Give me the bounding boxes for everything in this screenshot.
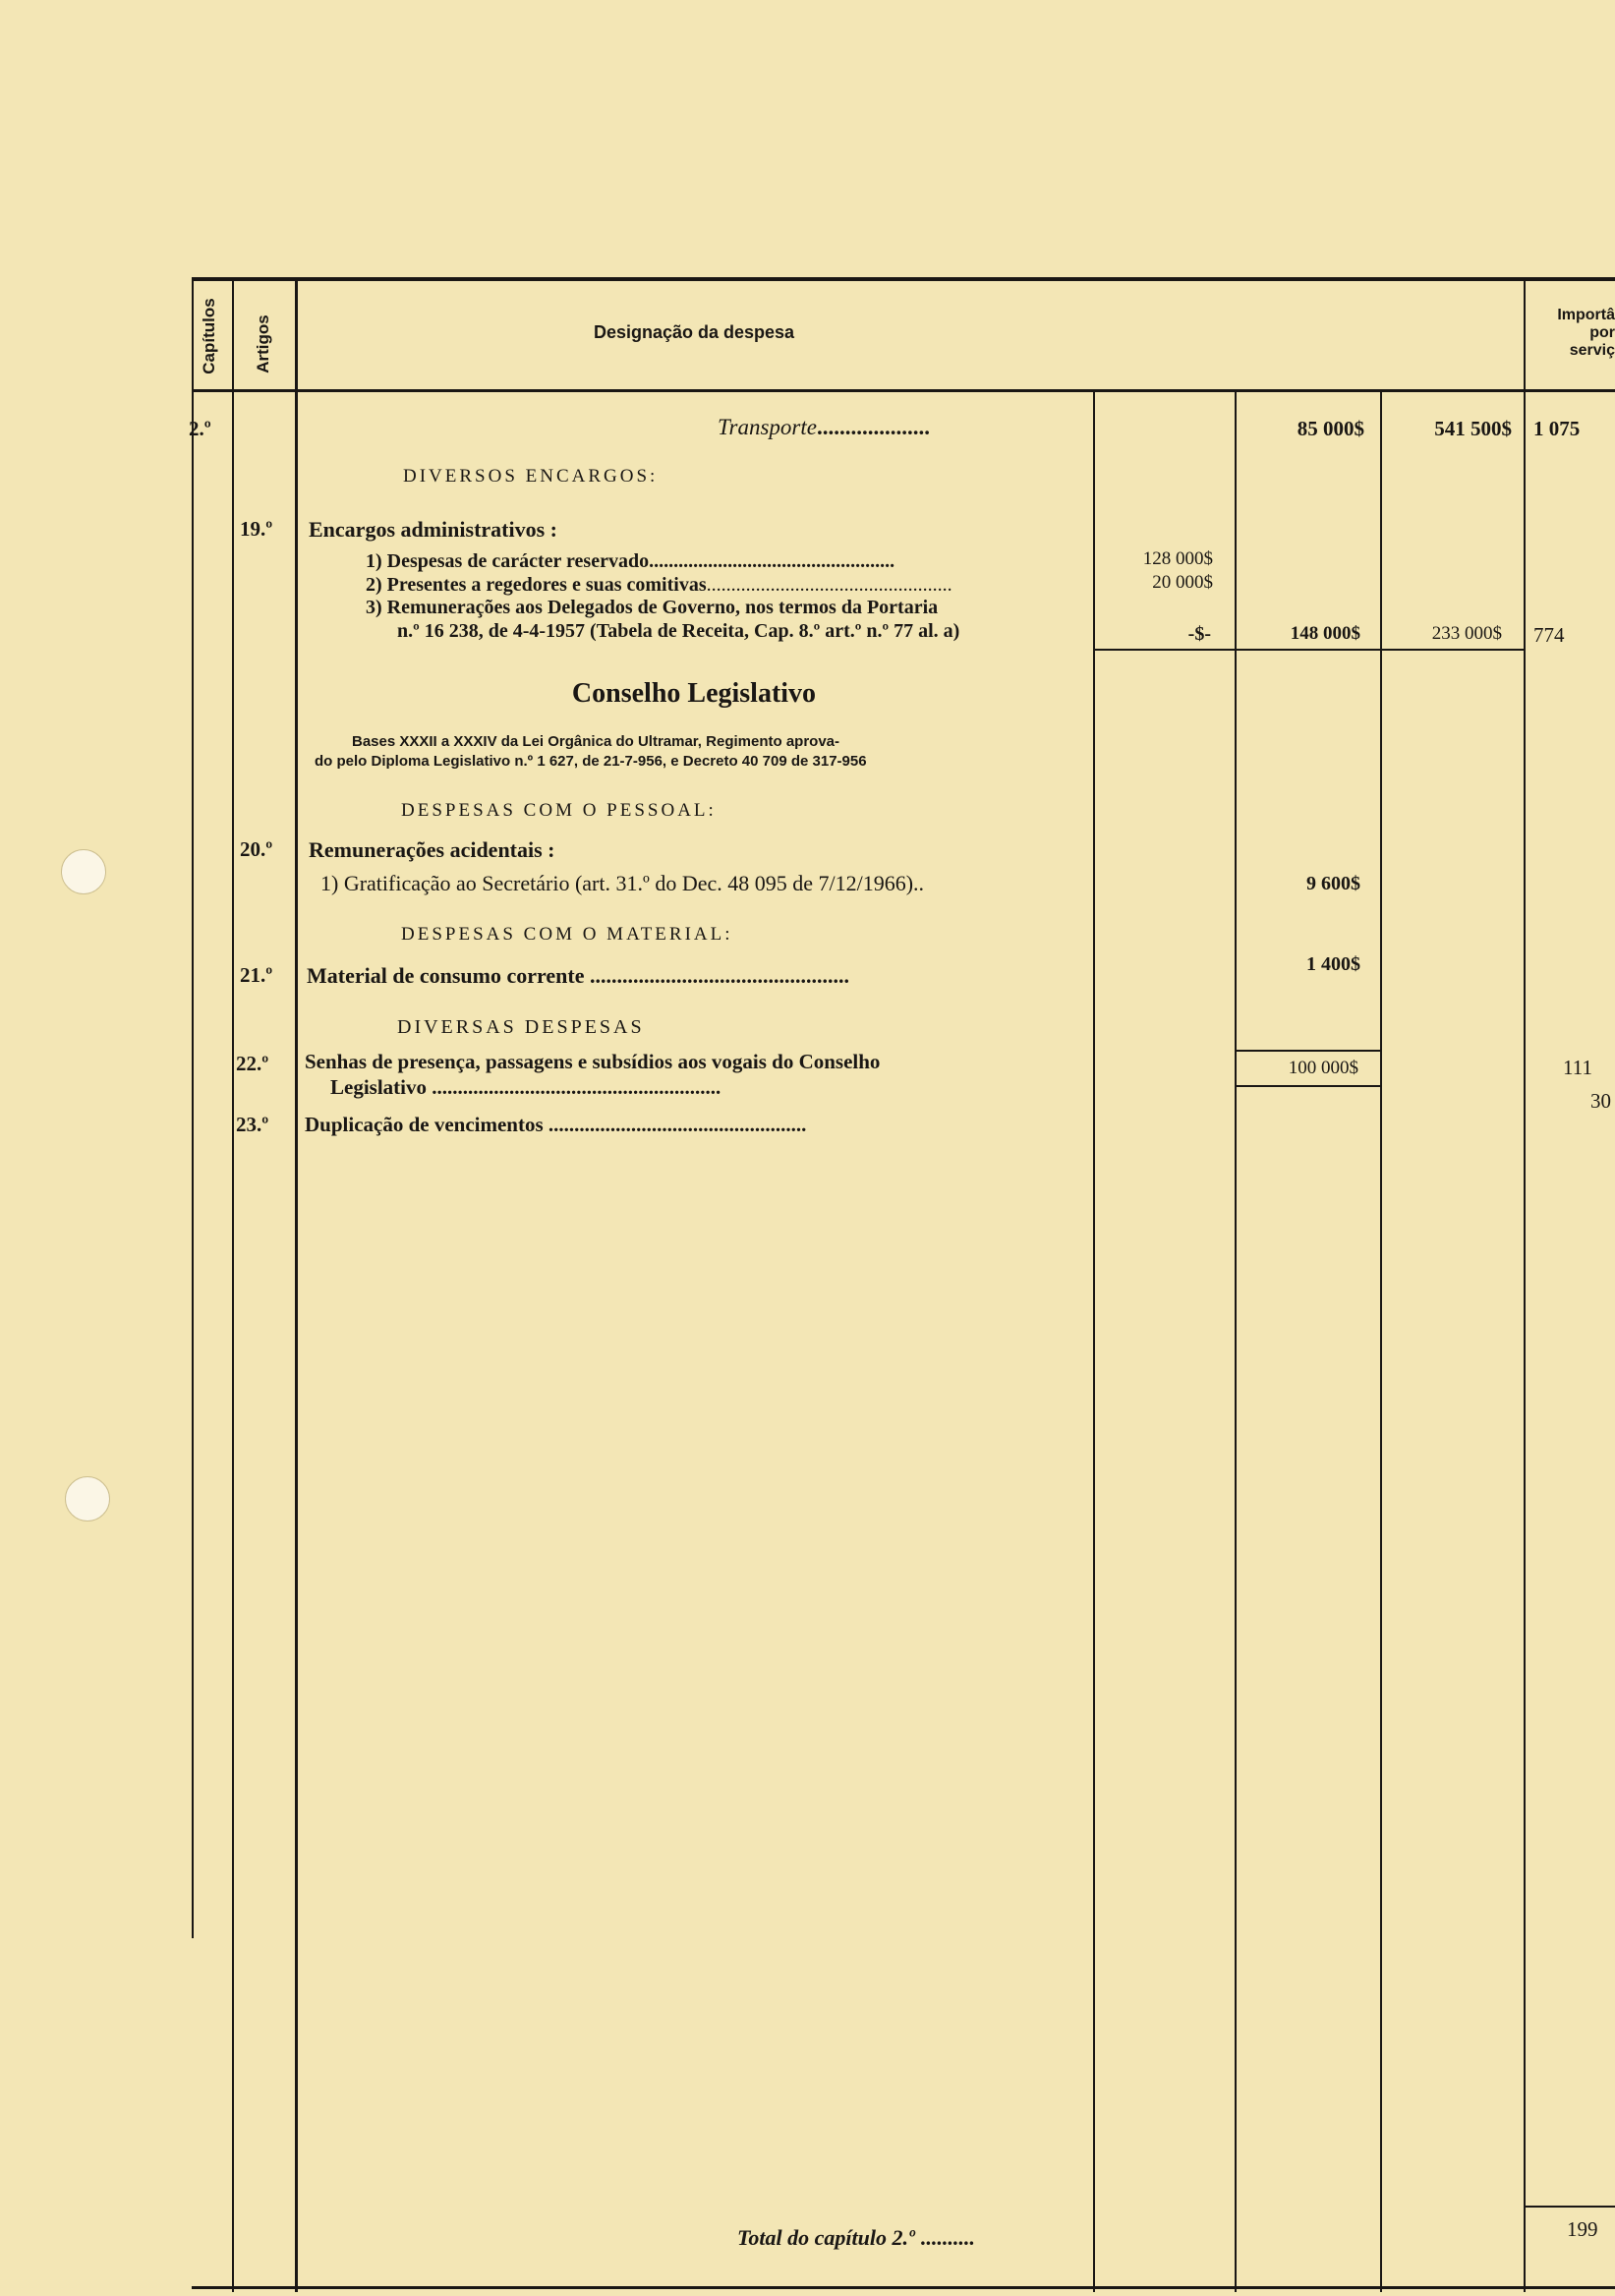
section-heading-material: DESPESAS COM O MATERIAL: xyxy=(401,924,733,945)
article-22-line-1: Senhas de presença, passagens e subsídios aos vogais do Conselho xyxy=(305,1050,881,1073)
article-19: 19.º xyxy=(240,517,273,541)
rule-desig-col-a xyxy=(1093,391,1095,2292)
total-top-rule xyxy=(1526,2206,1615,2208)
article-23-line: Duplicação de vencimentos .................................................. xyxy=(305,1113,807,1136)
encargos-subtotal-rule xyxy=(1095,649,1524,651)
rule-col-b-col-c xyxy=(1380,391,1382,2292)
encargos-line-2-text: 2) Presentes a regedores e suas comitivas xyxy=(366,574,707,596)
header-importancia-line3: serviç xyxy=(1569,342,1615,359)
header-importancia-line1: Importâ xyxy=(1557,307,1615,323)
article-21: 21.º xyxy=(240,963,273,987)
article-20: 20.º xyxy=(240,837,273,861)
article-22-line-2: Legislativo ........................................................ xyxy=(330,1075,721,1099)
encargos-line-1: 1) Despesas de carácter reservado.................................................. xyxy=(366,550,895,572)
article-22-bottom-rule xyxy=(1237,1085,1380,1087)
conselho-bases-1: Bases XXXII a XXXIV da Lei Orgânica do Ultramar, Regimento aprova- xyxy=(352,733,840,750)
total-capitulo-d: 199 xyxy=(1567,2217,1598,2241)
pessoal-line-1: 1) Gratificação ao Secretário (art. 31.º do Dec. 48 095 de 7/12/1966).. xyxy=(320,871,925,895)
article-22-line-2-text: Legislativo xyxy=(330,1075,427,1099)
article-22-top-rule xyxy=(1237,1050,1380,1052)
article-23-amount-d: 30 xyxy=(1590,1089,1611,1113)
rule-art-desig xyxy=(295,277,298,2292)
transport-row: Transporte.................... xyxy=(718,415,930,439)
transport-col-c: 541 500$ xyxy=(1434,417,1512,440)
rule-left-edge xyxy=(192,277,194,1938)
rule-col-c-col-d xyxy=(1524,277,1526,2292)
encargos-line-3: 3) Remunerações aos Delegados de Governo, nos termos da Portaria xyxy=(366,597,939,618)
article-23-line-text: Duplicação de vencimentos xyxy=(305,1113,544,1136)
header-designacao: Designação da despesa xyxy=(593,322,795,342)
encargos-amount-3: -$- xyxy=(1187,623,1211,645)
encargos-line-2: 2) Presentes a regedores e suas comitivas.................................................. xyxy=(366,574,952,596)
pessoal-amount-b: 9 600$ xyxy=(1306,873,1360,894)
pessoal-line-1-text: 1) Gratificação ao Secretário (art. 31.º do Dec. 48 095 de 7/12/1966) xyxy=(320,871,914,895)
rule-col-a-col-b xyxy=(1235,391,1237,2292)
chapter-number: 2.º xyxy=(189,417,211,440)
rule-cap-art xyxy=(232,277,234,2292)
article-22-amount-b: 100 000$ xyxy=(1288,1058,1358,1078)
punch-hole-bottom xyxy=(65,1476,110,1521)
article-23: 23.º xyxy=(236,1113,269,1136)
article-20-title: Remunerações acidentais : xyxy=(309,837,555,862)
encargos-total-c: 233 000$ xyxy=(1431,623,1502,644)
conselho-title: Conselho Legislativo xyxy=(571,678,817,709)
header-bottom-rule xyxy=(192,389,1615,392)
material-line: Material de consumo corrente ................................................ xyxy=(307,963,849,988)
encargos-amount-2: 20 000$ xyxy=(1152,572,1213,593)
total-capitulo-label: Total do capítulo 2.º xyxy=(737,2225,915,2250)
material-line-text: Material de consumo corrente xyxy=(307,963,585,988)
table-top-rule xyxy=(192,277,1615,281)
header-artigos: Artigos xyxy=(254,315,272,373)
table-bottom-rule xyxy=(192,2286,1615,2289)
conselho-bases-2: do pelo Diploma Legislativo n.º 1 627, de 21-7-956, e Decreto 40 709 de 317-956 xyxy=(315,753,867,770)
section-heading-diversas: DIVERSAS DESPESAS xyxy=(397,1016,645,1038)
material-amount-b: 1 400$ xyxy=(1306,953,1360,975)
encargos-line-4: n.º 16 238, de 4-4-1957 (Tabela de Receita, Cap. 8.º art.º n.º 77 al. a) xyxy=(397,620,960,642)
article-22-amount-d: 111 xyxy=(1563,1056,1592,1079)
encargos-total-d: 774 xyxy=(1533,623,1565,647)
header-importancia-line2: por xyxy=(1589,324,1615,341)
transport-col-d: 1 075 xyxy=(1533,417,1581,440)
total-capitulo-row: Total do capítulo 2.º .......... xyxy=(737,2225,975,2250)
punch-hole-top xyxy=(61,849,106,894)
transport-label: Transporte xyxy=(718,415,817,439)
section-heading-encargos: DIVERSOS ENCARGOS: xyxy=(403,466,659,487)
header-capitulos: Capítulos xyxy=(200,298,218,374)
section-heading-pessoal: DESPESAS COM O PESSOAL: xyxy=(401,800,717,821)
header-importancia xyxy=(1531,307,1615,360)
encargos-total-b: 148 000$ xyxy=(1290,623,1360,644)
article-19-title: Encargos administrativos : xyxy=(309,517,557,542)
encargos-amount-1: 128 000$ xyxy=(1142,548,1213,569)
article-22: 22.º xyxy=(236,1052,269,1075)
transport-col-b: 85 000$ xyxy=(1297,417,1364,440)
encargos-line-1-text: 1) Despesas de carácter reservado xyxy=(366,550,650,572)
